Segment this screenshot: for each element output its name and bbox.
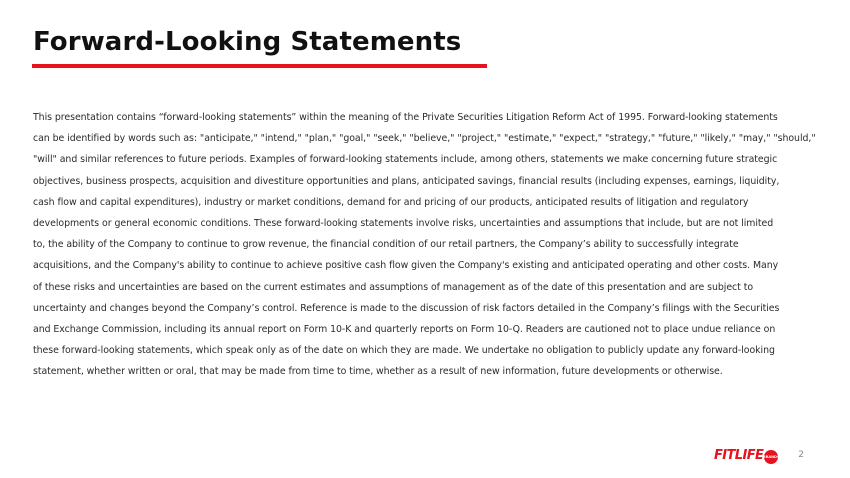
paragraph-line: objectives, business prospects, acquisition and divestiture opportunities and plans, anticipated savings, financial results (including expenses, earnings, liquidity, [33,175,780,187]
slide-title: Forward-Looking Statements [33,27,462,57]
paragraph-line: This presentation contains “forward-looking statements” within the meaning of the Private Securities Litigation Reform Act of 1995. Forward-looking statements [33,112,778,123]
paragraph-line: to, the ability of the Company to continue to grow revenue, the financial condition of our retail partners, the Company’s ability to successfully integrate [33,239,739,251]
logo-badge-text: BRANDS [763,455,780,459]
slide-footer [714,446,804,464]
logo-life-text: LIFE [734,447,764,463]
paragraph-line: uncertainty and changes beyond the Company’s control. Reference is made to the discussion of risk factors detailed in the Company’s filings with the Securities [33,302,780,314]
paragraph-line: can be identified by words such as: "anticipate," "intend," "plan," "goal," "seek," "believe," "project," "estimate," "expect," "strategy," "future," "likely," "may," "should," [33,133,816,145]
disclaimer-paragraph [33,107,833,382]
paragraph-line: and Exchange Commission, including its annual report on Form 10-K and quarterly reports on Form 10-Q. Readers are cautioned not to place undue reliance on [33,323,776,335]
paragraph-line: developments or general economic conditions. These forward-looking statements involve risks, uncertainties and assumptions that include, but are not limited [33,217,774,229]
logo-badge-icon [764,450,778,464]
title-underline [32,64,487,68]
paragraph-line: statement, whether written or oral, that may be made from time to time, whether as a result of new information, future developments or otherwise. [33,366,723,378]
paragraph-line: acquisitions, and the Company's ability to continue to achieve positive cash flow given the Company's existing and anticipated operating and other costs. Many [33,260,779,272]
paragraph-line: "will" and similar references to future periods. Examples of forward-looking statements include, among others, statements we make concerning future strategic [33,154,778,166]
logo-fit-text: FIT [713,447,735,463]
paragraph-line: cash flow and capital expenditures), industry or market conditions, demand for and pricing of our products, anticipated results of litigation and regulatory [33,196,749,208]
paragraph-line: these forward-looking statements, which speak only as of the date on which they are made. We undertake no obligation to publicly update any forward-looking [33,345,775,357]
page-number: 2 [798,450,804,460]
fitlife-logo [714,446,778,464]
paragraph-line: of these risks and uncertainties are based on the current estimates and assumptions of management as of the date of this presentation and are subject to [33,281,754,293]
